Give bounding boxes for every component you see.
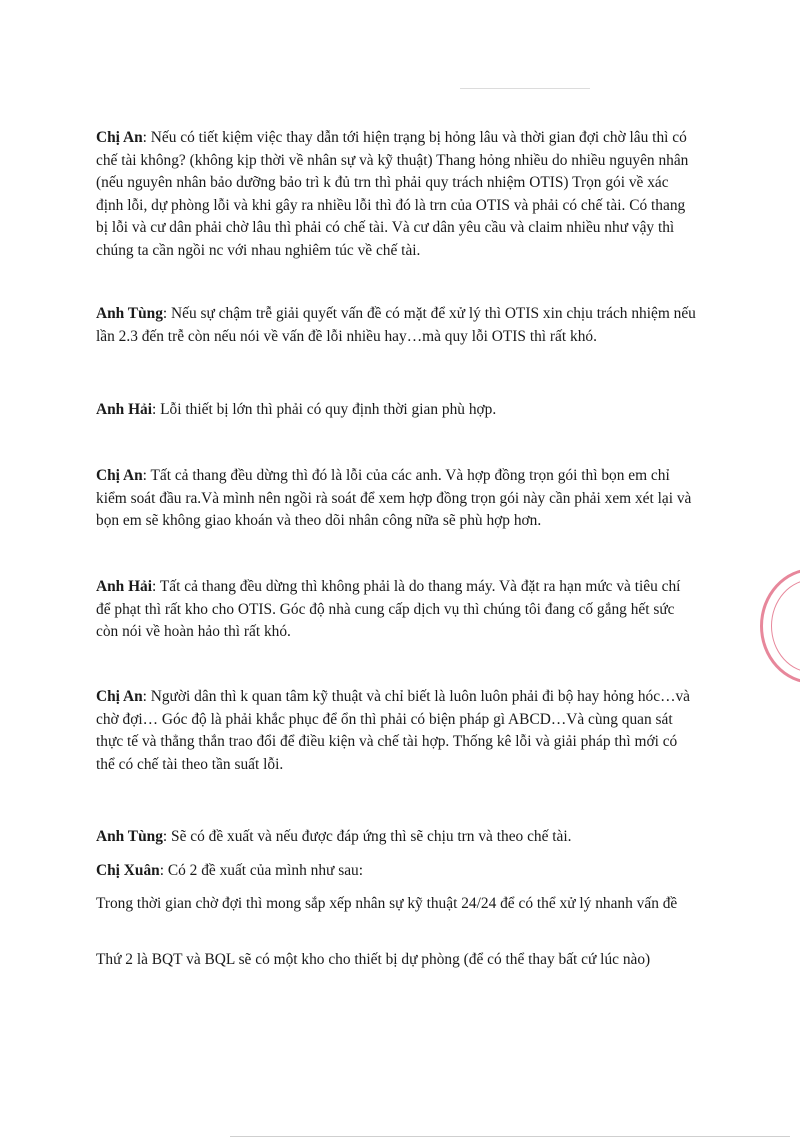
paragraph [96, 465, 696, 533]
scan-artifact-line [460, 88, 590, 89]
speaker-name: Anh Hải [96, 401, 153, 418]
speaker-name: Anh Tùng [96, 305, 163, 322]
speaker-name: Chị An [96, 467, 143, 484]
paragraph-text: : Lỗi thiết bị lớn thì phải có quy định thời gian phù hợp. [152, 401, 497, 418]
paragraph [96, 860, 696, 883]
paragraph [96, 399, 696, 422]
scan-artifact-bottom-line [230, 1136, 790, 1137]
paragraph-text: : Tất cả thang đều dừng thì không phải là do thang máy. Và đặt ra hạn mức và tiêu chí để phạt thì rất kho cho OTIS. Góc độ nhà cung cấp dịch vụ thì chúng tôi đang cố gắng hết sức còn nói về hoàn hảo thì rất khó. [96, 578, 681, 640]
paragraph-text: : Có 2 đề xuất của mình như sau: [159, 862, 363, 879]
speaker-name: Chị An [96, 129, 143, 146]
stamp-inner-ring [771, 579, 800, 673]
paragraph-text: : Người dân thì k quan tâm kỹ thuật và chỉ biết là luôn luôn phải đi bộ hay hỏng hóc…và chờ đợi… Góc độ là phải khắc phục để ổn thì phải có biện pháp gì ABCD…Và cùng quan sát thực tế và thẳng thắn trao đổi để điều kiện và chế tài hợp. Thống kê lỗi và giải pháp thì mới có thể có chế tài theo tần suất lỗi. [96, 688, 690, 773]
paragraph-text: : Nếu có tiết kiệm việc thay dẫn tới hiện trạng bị hỏng lâu và thời gian đợi chờ lâu thì có chế tài không? (không kịp thời về nhân sự và kỹ thuật) Thang hỏng nhiều do nhiều nguyên nhân (nếu nguyên nhân bảo dưỡng bảo trì k đủ trn thì phải quy trách nhiệm OTIS) Trọn gói về xác định lỗi, dự phòng lỗi và khi gây ra nhiều lỗi thì đó là trn của OTIS và phải có chế tài. Có thang bị lỗi và cư dân phải chờ lâu thì phải có chế tài. Và cư dân yêu cầu và claim nhiều như vậy thì chúng ta cần ngồi nc với nhau nghiêm túc về chế tài. [96, 129, 689, 259]
official-stamp [760, 568, 800, 684]
paragraph-text: : Tất cả thang đều dừng thì đó là lỗi của các anh. Và hợp đồng trọn gói thì bọn em chỉ kiểm soát đầu ra.Và mình nên ngồi rà soát để xem hợp đồng trọn gói này cần phải xem xét lại và bọn em sẽ không giao khoán và theo dõi nhân công nữa sẽ phù hợp hơn. [96, 467, 692, 529]
paragraph [96, 127, 696, 262]
paragraph [96, 576, 696, 644]
speaker-name: Chị Xuân [96, 862, 160, 879]
speaker-name: Chị An [96, 688, 143, 705]
paragraph [96, 303, 696, 348]
speaker-name: Anh Hải [96, 578, 153, 595]
paragraph [96, 893, 696, 916]
paragraph-text: : Sẽ có đề xuất và nếu được đáp ứng thì sẽ chịu trn và theo chế tài. [162, 828, 572, 845]
paragraph [96, 949, 696, 972]
paragraph [96, 826, 696, 849]
speaker-name: Anh Tùng [96, 828, 163, 845]
paragraph-text: Trong thời gian chờ đợi thì mong sắp xếp nhân sự kỹ thuật 24/24 để có thể xử lý nhanh vấn đề [96, 895, 678, 912]
paragraph-text: : Nếu sự chậm trễ giải quyết vấn đề có mặt để xử lý thì OTIS xin chịu trách nhiệm nếu lần 2.3 đến trễ còn nếu nói về vấn đề lỗi nhiều hay…mà quy lỗi OTIS thì rất khó. [96, 305, 696, 345]
paragraph [96, 686, 696, 776]
paragraph-text: Thứ 2 là BQT và BQL sẽ có một kho cho thiết bị dự phòng (để có thể thay bất cứ lúc nào) [96, 951, 651, 968]
